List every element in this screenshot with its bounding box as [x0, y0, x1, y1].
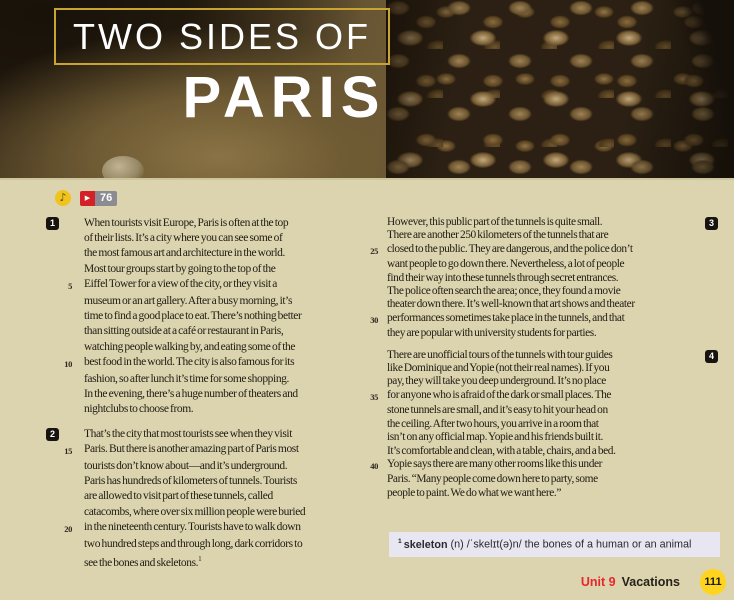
text-line: [362, 349, 678, 362]
line-number: [46, 387, 72, 402]
line-text: like Dominique and Yopie (not their real names). If you: [387, 362, 610, 375]
reading-body: [0, 178, 734, 600]
line-number: [362, 349, 378, 362]
text-line: [362, 298, 678, 311]
header-photo: [0, 0, 734, 178]
line-number: [46, 474, 72, 489]
text-line: [362, 312, 678, 327]
line-text: best food in the world. The city is also famous for its: [84, 355, 295, 368]
line-text: fashion, so after lunch it’s time for some shopping.: [84, 373, 289, 386]
line-number: 10: [64, 358, 72, 369]
line-text: for anyone who is afraid of the dark or small places. The: [387, 388, 612, 401]
line-number: [46, 324, 72, 339]
text-line: [46, 246, 362, 261]
line-number: [46, 340, 72, 355]
line-text: see the bones and skeletons.$^1$: [84, 555, 202, 570]
text-line: [362, 445, 678, 458]
line-number: [362, 445, 378, 458]
text-line: [46, 537, 362, 552]
line-number: 30: [370, 314, 378, 325]
footnote-box: [389, 532, 720, 557]
line-number: 35: [370, 391, 378, 402]
line-number: [46, 552, 72, 571]
paragraph-number-badge: 1: [46, 217, 59, 230]
paragraph: [362, 349, 718, 500]
line-number: [362, 272, 378, 285]
text-line: [46, 277, 362, 294]
text-line: [46, 474, 362, 489]
text-line: [362, 327, 678, 340]
text-line: [362, 431, 678, 444]
line-number: [46, 459, 72, 474]
line-text: Paris has hundreds of kilometers of tunnels. Tourists: [84, 475, 297, 488]
page-title-line1: TWO SIDES OF: [72, 15, 371, 57]
line-text: isn’t on any official map. Yopie and his friends built it.: [387, 431, 604, 444]
footnote-ref: 1: [198, 555, 202, 564]
line-number: [362, 375, 378, 388]
line-number: [362, 431, 378, 444]
text-line: [46, 216, 362, 231]
line-number: [46, 246, 72, 261]
page-number-badge: 111: [700, 569, 726, 595]
line-text: two hundred steps and through long, dark corridors to: [84, 538, 303, 551]
line-text: That’s the city that most tourists see when they visit: [84, 427, 292, 440]
line-number: [46, 294, 72, 309]
paragraph: [46, 216, 362, 418]
paragraph: [46, 427, 362, 572]
text-line: [46, 387, 362, 402]
line-number: 25: [370, 245, 378, 256]
article-columns: [46, 216, 718, 580]
page-footer: [581, 569, 726, 595]
line-number: [362, 285, 378, 298]
line-number: 40: [370, 460, 378, 471]
text-line: [46, 324, 362, 339]
line-text: tourists don’t know about—and it’s underground.: [84, 460, 288, 473]
line-text: It’s comfortable and clean, with a table, chairs, and a bed.: [387, 444, 616, 457]
footnote-text: [398, 538, 691, 551]
text-line: [362, 404, 678, 417]
line-text: However, this public part of the tunnels is quite small.: [387, 216, 603, 228]
text-line: [46, 231, 362, 246]
text-line: [46, 262, 362, 277]
line-text: museum or an art gallery. After a busy morning, it’s: [84, 295, 293, 308]
text-line: [46, 402, 362, 417]
text-line: [46, 309, 362, 324]
line-number: [362, 258, 378, 271]
line-text: watching people walking by, and eating some of the: [84, 340, 296, 353]
line-text: The police often search the area; once, they found a movie: [387, 285, 621, 298]
paragraph: [362, 216, 718, 341]
line-text: the most famous art and architecture in the world.: [84, 247, 285, 260]
line-text: Most tour groups start by going to the top of the: [84, 262, 276, 275]
line-text: pay, they will take you deep underground. It’s no place: [387, 375, 606, 388]
line-text: Yopie says there are many other rooms like this under: [387, 457, 603, 470]
line-text: they are popular with university students for parties.: [387, 327, 597, 340]
text-line: [362, 473, 678, 486]
music-note-icon[interactable]: ♪: [55, 190, 71, 206]
text-line: [46, 489, 362, 504]
line-number: [362, 362, 378, 375]
line-number: [362, 418, 378, 431]
line-text: want people to go down there. Nevertheless, a lot of people: [387, 258, 625, 271]
skull-photo-detail: [102, 156, 144, 178]
audio-track-badge[interactable]: [80, 191, 117, 206]
line-number: [362, 487, 378, 500]
text-line: [46, 355, 362, 372]
page-title-line2: PARIS: [182, 65, 386, 130]
footnote-term: skeleton: [403, 538, 448, 551]
text-line: [46, 552, 362, 571]
text-line: [362, 243, 678, 258]
line-number: [362, 473, 378, 486]
text-line: [362, 487, 678, 500]
line-text: closed to the public. They are dangerous, and the police don’t: [387, 242, 633, 255]
line-text: time to find a good place to eat. There’s nothing better: [84, 310, 302, 323]
line-number: [362, 298, 378, 311]
text-line: [362, 458, 678, 473]
text-line: [362, 375, 678, 388]
line-text: Eiffel Tower for a view of the city, or they visit a: [84, 277, 277, 290]
line-text: the ceiling. After two hours, you arrive in a room that: [387, 417, 599, 430]
line-number: [362, 229, 378, 242]
paragraph-number-badge: 2: [46, 428, 59, 441]
text-line: [46, 442, 362, 459]
audio-row: [55, 190, 117, 206]
title-box: [54, 8, 390, 65]
line-text: performances sometimes take place in the tunnels, and that: [387, 311, 625, 324]
line-text: When tourists visit Europe, Paris is often at the top: [84, 217, 289, 229]
play-icon[interactable]: ▶: [80, 191, 95, 206]
line-text: In the evening, there’s a huge number of theaters and: [84, 388, 298, 401]
text-line: [46, 340, 362, 355]
line-number: 5: [68, 280, 72, 291]
line-text: than sitting outside at a café or restaurant in Paris,: [84, 325, 284, 338]
text-line: [46, 427, 362, 442]
line-text: There are unofficial tours of the tunnels with tour guides: [387, 348, 613, 361]
line-number: [46, 262, 72, 277]
line-number: 15: [64, 445, 72, 456]
text-line: [362, 285, 678, 298]
text-line: [46, 294, 362, 309]
line-number: [46, 231, 72, 246]
text-line: [362, 418, 678, 431]
text-column: [362, 216, 718, 580]
text-line: [46, 372, 362, 387]
bone-wall-photo: [386, 0, 734, 178]
footnote-definition: (n) /ˈskelɪt(ə)n/ the bones of a human or an animal: [450, 538, 692, 551]
track-number: 76: [95, 191, 117, 206]
line-number: [46, 402, 72, 417]
line-number: [46, 505, 72, 520]
text-line: [362, 229, 678, 242]
line-text: Paris. “Many people come down here to party, some: [387, 473, 598, 486]
line-text: stone tunnels are small, and it’s easy to hit your head on: [387, 404, 608, 417]
text-line: [362, 389, 678, 404]
line-text: people to paint. We do what we want here.”: [387, 486, 561, 499]
text-column: [46, 216, 362, 580]
section-label: Vacations: [621, 575, 680, 589]
line-text: are allowed to visit part of these tunnels, called: [84, 490, 273, 503]
line-number: [362, 404, 378, 417]
footnote-marker: 1: [398, 538, 402, 546]
line-number: [46, 537, 72, 552]
line-number: [46, 489, 72, 504]
line-text: nightclubs to choose from.: [84, 403, 194, 416]
text-line: [46, 459, 362, 474]
line-text: Paris. But there is another amazing part of Paris most: [84, 442, 299, 455]
text-line: [362, 362, 678, 375]
line-text: theater down there. It’s well-known that art shows and theater: [387, 298, 635, 311]
paragraph-number-badge: 4: [705, 350, 718, 363]
text-line: [46, 520, 362, 537]
line-text: There are another 250 kilometers of the tunnels that are: [387, 229, 609, 242]
text-line: [362, 272, 678, 285]
line-number: [46, 372, 72, 387]
text-line: [362, 258, 678, 271]
text-line: [46, 505, 362, 520]
line-text: catacombs, where over six million people were buried: [84, 505, 306, 518]
unit-label: Unit 9: [580, 575, 616, 589]
line-number: [362, 216, 378, 229]
line-text: in the nineteenth century. Tourists have to walk down: [84, 520, 301, 533]
line-text: find their way into these tunnels through secret entrances.: [387, 271, 619, 284]
line-number: [46, 309, 72, 324]
paragraph-number-badge: 3: [705, 217, 718, 230]
line-number: 20: [64, 523, 72, 534]
text-line: [362, 216, 678, 229]
line-text: of their lists. It’s a city where you can see some of: [84, 232, 283, 245]
line-number: [362, 327, 378, 340]
